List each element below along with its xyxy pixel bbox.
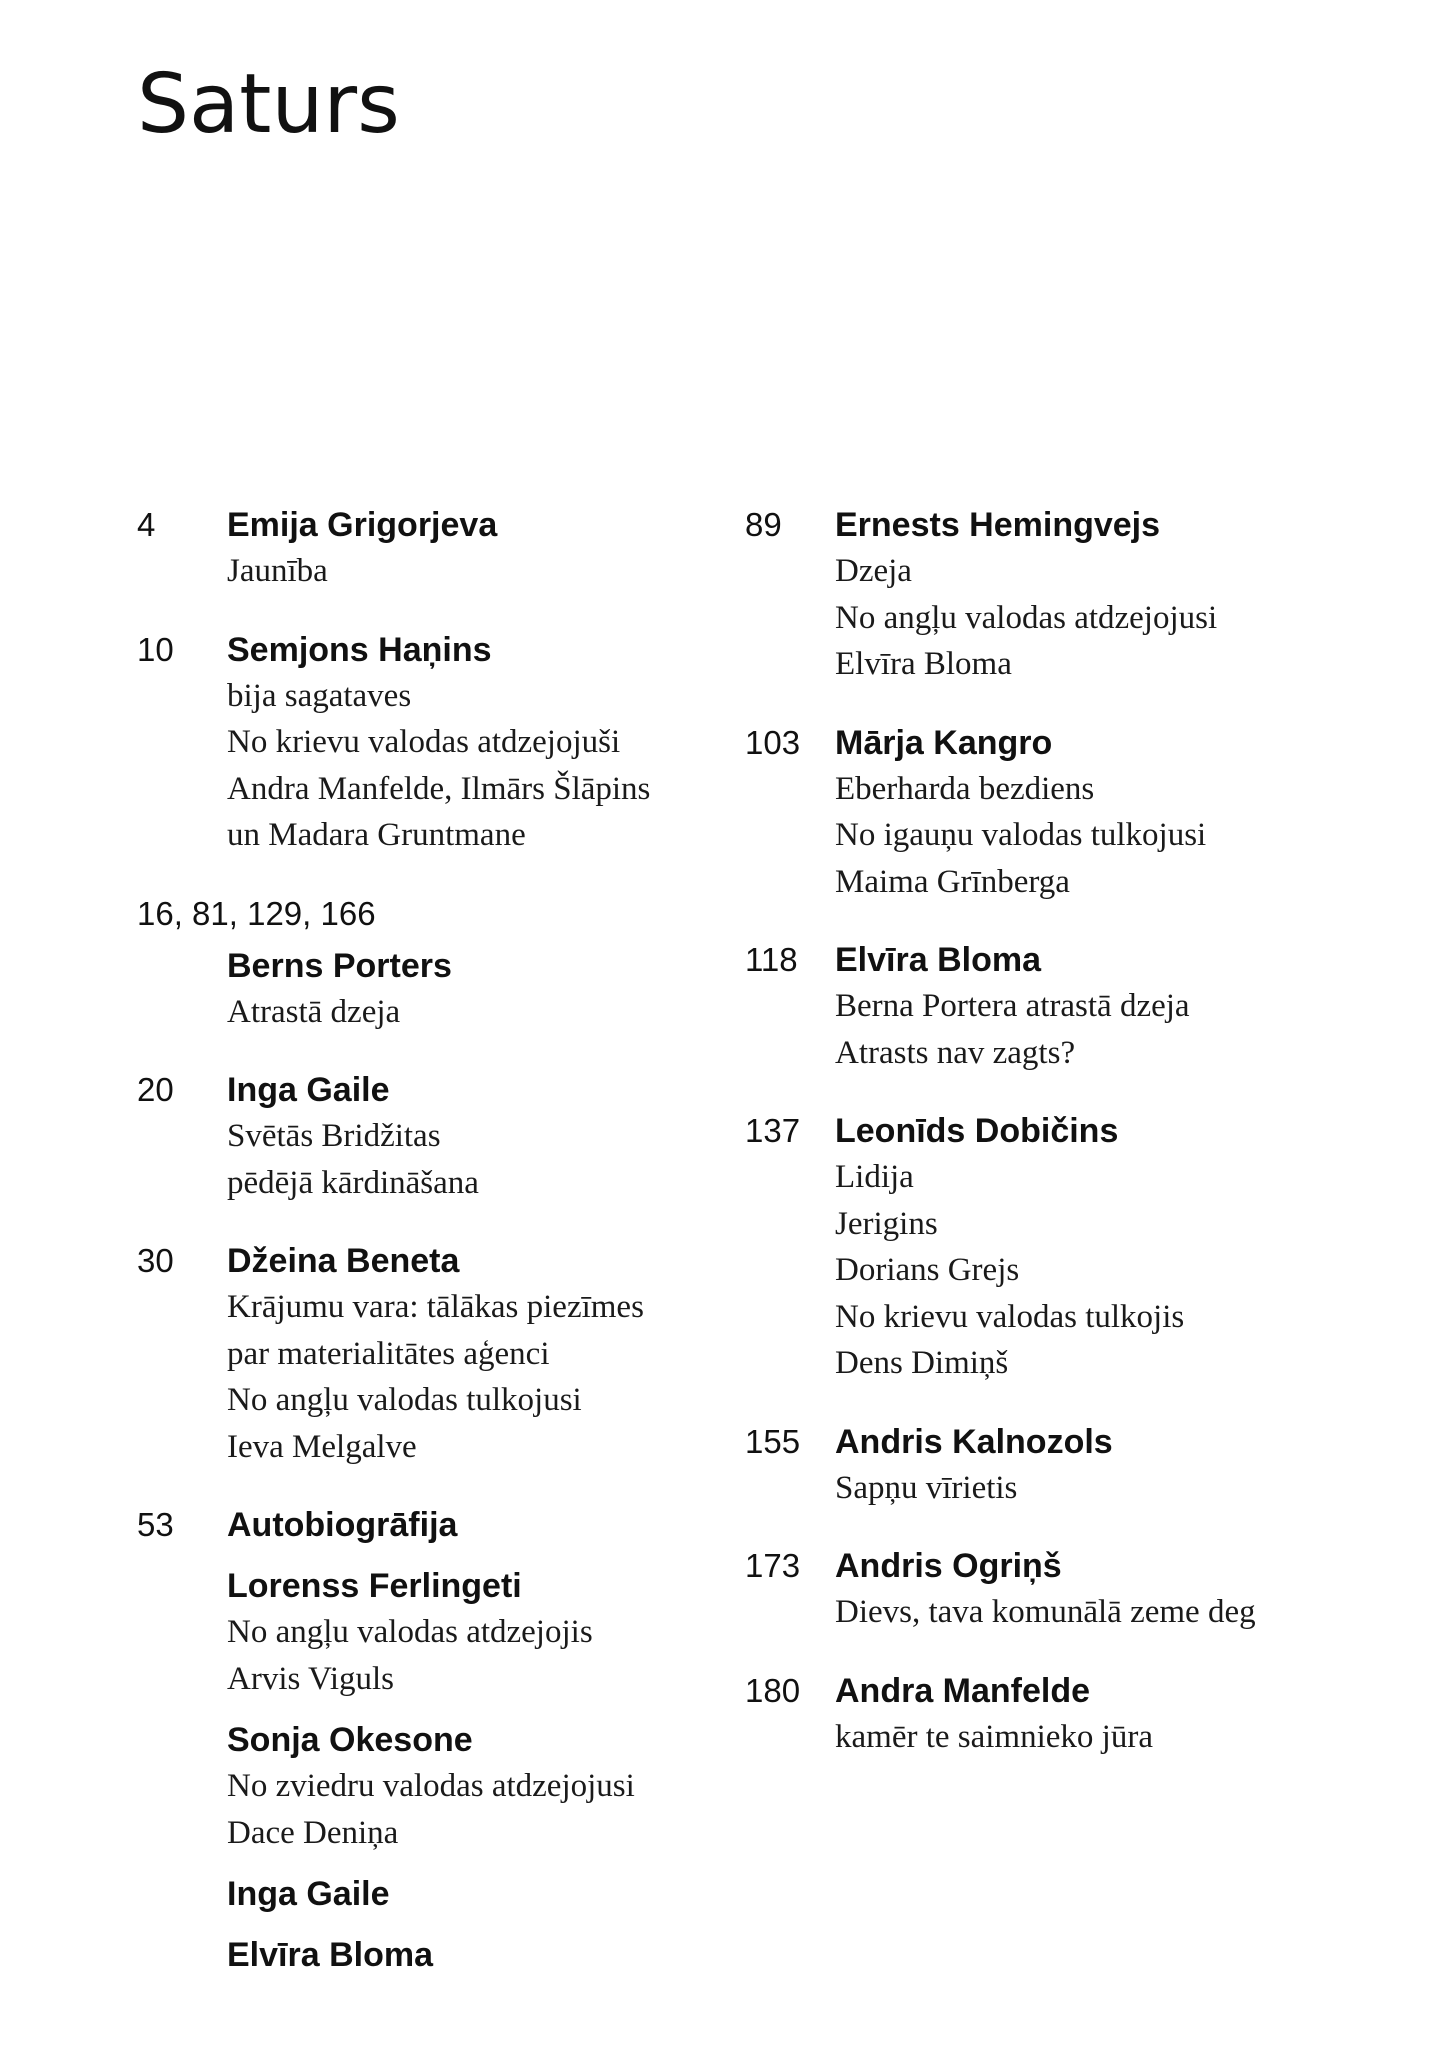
work-line: par materialitātes aģenci — [227, 1335, 550, 1372]
translator-line: No krievu valodas atdzejojuši — [227, 724, 621, 760]
toc-entry-autobiography — [137, 1502, 727, 1978]
work-line: pēdējā kārdināšana — [227, 1164, 479, 1201]
author-name: Mārja Kangro — [835, 723, 1053, 762]
page-number: 137 — [745, 1112, 801, 1149]
author-name: Berns Porters — [227, 946, 452, 985]
toc-entry — [137, 1067, 727, 1206]
author-name: Elvīra Bloma — [835, 941, 1041, 979]
toc-entry — [745, 1108, 1365, 1387]
translator-line: un Madara Gruntmane — [227, 817, 526, 853]
translator-line: No angļu valodas atdzejojusi — [835, 599, 1218, 636]
work-line: Berna Portera atrastā dzeja — [835, 988, 1190, 1024]
author-name: Džeina Beneta — [227, 1242, 460, 1280]
page-number: 53 — [137, 1506, 174, 1543]
page-number: 10 — [137, 630, 174, 668]
translator-line: No angļu valodas tulkojusi — [227, 1382, 582, 1418]
work-line: Krājumu vara: tālākas piezīmes — [227, 1289, 644, 1325]
author-name: Inga Gaile — [227, 1071, 390, 1109]
page-number: 16, 81, 129, 166 — [137, 894, 376, 932]
work-line: Jaunība — [227, 553, 328, 589]
page-number: 118 — [745, 941, 798, 978]
toc-entry — [137, 627, 727, 859]
toc-entry — [745, 720, 1365, 906]
author-name: Andris Ogriņš — [835, 1547, 1062, 1585]
work-line: Lidija — [835, 1159, 914, 1195]
author-name: Inga Gaile — [227, 1875, 390, 1913]
author-name: Andris Kalnozols — [835, 1422, 1113, 1461]
author-name: Emija Grigorjeva — [227, 506, 498, 544]
translator-line: Andra Manfelde, Ilmārs Šlāpins — [227, 770, 651, 807]
translator-line: Maima Grīnberga — [835, 863, 1070, 900]
work-line: Eberharda bezdiens — [835, 770, 1095, 807]
toc-entry — [137, 891, 727, 1036]
toc-left-column — [137, 502, 727, 2010]
toc-entry — [745, 1668, 1365, 1761]
page-number: 103 — [745, 723, 801, 761]
author-name: Elvīra Bloma — [227, 1936, 433, 1974]
work-line: Sapņu vīrietis — [835, 1469, 1018, 1506]
toc-entry — [137, 502, 727, 595]
page-number: 20 — [137, 1071, 174, 1108]
work-line: kamēr te saimnieko jūra — [835, 1718, 1153, 1755]
author-name: Semjons Haņins — [227, 630, 492, 669]
toc-entry — [745, 502, 1365, 688]
translator-line: No zviedru valodas atdzejojusi — [227, 1768, 635, 1804]
author-name: Andra Manfelde — [835, 1671, 1091, 1710]
toc-entry — [745, 1419, 1365, 1512]
page-number: 173 — [745, 1547, 801, 1584]
section-title: Autobiogrāfija — [227, 1506, 458, 1544]
translator-line: Arvis Viguls — [227, 1660, 395, 1697]
work-line: Svētās Bridžitas — [227, 1118, 441, 1154]
work-line: Jerigins — [835, 1205, 938, 1242]
work-line: Dzeja — [835, 553, 912, 589]
toc-entry — [137, 1238, 727, 1470]
author-name: Lorenss Ferlingeti — [227, 1567, 522, 1605]
toc-entry — [745, 1543, 1365, 1636]
toc-entry — [745, 937, 1365, 1076]
page-number: 30 — [137, 1242, 174, 1279]
translator-line: Ieva Melgalve — [227, 1428, 417, 1465]
page-number: 4 — [137, 506, 156, 543]
page-number: 89 — [745, 506, 782, 543]
page-title: Saturs — [137, 57, 400, 152]
page-number: 155 — [745, 1422, 801, 1460]
translator-line: No angļu valodas atdzejojis — [227, 1614, 593, 1650]
translator-line: Dens Dimiņš — [835, 1345, 1009, 1381]
work-line: Atrasts nav zagts? — [835, 1034, 1076, 1071]
page-number: 180 — [745, 1671, 801, 1709]
author-name: Sonja Okesone — [227, 1721, 473, 1759]
work-line: Dorians Grejs — [835, 1252, 1020, 1288]
work-line: bija sagataves — [227, 677, 412, 714]
toc-right-column — [745, 502, 1365, 1792]
translator-line: No igauņu valodas tulkojusi — [835, 817, 1207, 853]
author-name: Leonīds Dobičins — [835, 1112, 1119, 1150]
author-name: Ernests Hemingvejs — [835, 506, 1161, 544]
work-line: Dievs, tava komunālā zeme deg — [835, 1594, 1256, 1630]
translator-line: No krievu valodas tulkojis — [835, 1298, 1185, 1335]
translator-line: Elvīra Bloma — [835, 646, 1012, 682]
work-line: Atrastā dzeja — [227, 993, 401, 1030]
translator-line: Dace Deniņa — [227, 1814, 399, 1851]
